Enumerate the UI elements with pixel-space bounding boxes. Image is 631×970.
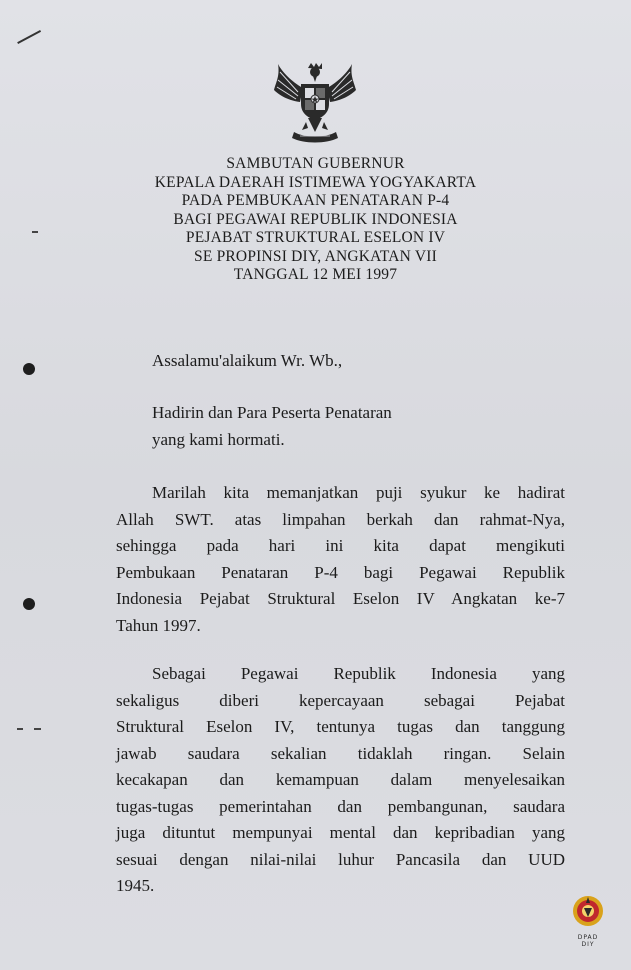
paragraph-duties xyxy=(116,661,565,900)
paragraph-line: Pembukaan Penataran P-4 bagi Pegawai Republik xyxy=(116,562,565,582)
garuda-pancasila-icon xyxy=(270,60,360,146)
paragraph-line: Sebagai Pegawai Republik Indonesia yang xyxy=(152,664,565,683)
speech-heading xyxy=(110,155,521,285)
paragraph-line: sekaligus diberi kepercayaan sebagai Pejabat xyxy=(116,690,565,710)
heading-line: TANGGAL 12 MEI 1997 xyxy=(233,266,398,283)
paragraph-line: Struktural Eselon IV, tentunya tugas dan tanggung xyxy=(116,717,565,736)
heading-line: PEJABAT STRUKTURAL ESELON IV xyxy=(185,229,446,246)
greeting: Assalamu'alaikum Wr. Wb., xyxy=(152,351,343,370)
heading-line: PADA PEMBUKAAN PENATARAN P-4 xyxy=(181,192,450,209)
punch-hole-bottom xyxy=(23,598,35,610)
heading-line: BAGI PEGAWAI REPUBLIK INDONESIA xyxy=(173,210,458,228)
paragraph-line: Allah SWT. atas limpahan berkah dan rahmat-Nya, xyxy=(116,509,565,529)
edge-mark xyxy=(32,231,38,233)
paragraph-line: sehingga pada hari ini kita dapat mengikuti xyxy=(116,536,565,555)
paragraph-line: sesuai dengan nilai-nilai luhur Pancasila dan UUD xyxy=(116,849,565,869)
edge-mark xyxy=(17,728,23,730)
address-line: Hadirin dan Para Peserta Penataran xyxy=(152,403,392,422)
paragraph-line: tugas-tugas pemerintahan dan pembangunan, saudara xyxy=(116,796,565,816)
heading-line: SE PROPINSI DIY, ANGKATAN VII xyxy=(194,247,437,265)
heading-line: KEPALA DAERAH ISTIMEWA YOGYAKARTA xyxy=(154,173,477,191)
paragraph-line: 1945. xyxy=(116,876,155,895)
paragraph-line: Tahun 1997. xyxy=(116,615,201,635)
paragraph-line: jawab saudara sekalian tidaklah ringan. Selain xyxy=(116,743,565,763)
paragraph-line: juga dituntut mempunyai mental dan kepribadian yang xyxy=(116,823,565,842)
punch-hole-top xyxy=(23,363,35,375)
edge-mark xyxy=(34,728,41,730)
heading-line: SAMBUTAN GUBERNUR xyxy=(226,155,405,172)
paragraph-line: Indonesia Pejabat Struktural Eselon IV Angkatan ke-7 xyxy=(116,589,565,608)
paragraph-opening xyxy=(116,480,565,639)
archive-logo-line: DIY xyxy=(581,941,595,948)
paragraph-line: kecakapan dan kemampuan dalam menyelesaikan xyxy=(116,770,565,789)
audience-address xyxy=(152,399,392,453)
paragraph-line: Marilah kita memanjatkan puji syukur ke hadirat xyxy=(152,483,565,502)
archive-logo-line: DPAD xyxy=(577,934,599,941)
pen-mark xyxy=(17,30,41,44)
address-line: yang kami hormati. xyxy=(152,430,285,449)
archive-logo-label xyxy=(574,934,602,948)
